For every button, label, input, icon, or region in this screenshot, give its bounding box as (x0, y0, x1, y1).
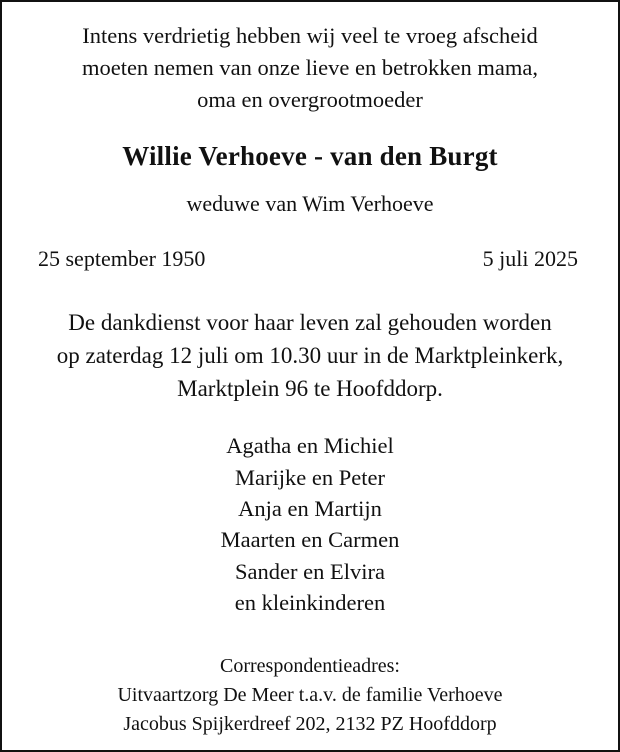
correspondence-line-1: Uitvaartzorg De Meer t.a.v. de familie Verhoeve (117, 684, 503, 706)
family-line-5: Sander en Elvira (235, 559, 385, 584)
family-line-3: Anja en Martijn (238, 496, 382, 521)
family-line-4: Maarten en Carmen (220, 527, 400, 552)
intro-line-2: moeten nemen van onze lieve en betrokken mama, (81, 55, 539, 80)
correspondence-heading: Correspondentieadres: (220, 655, 400, 677)
service-line-2: op zaterdag 12 juli om 10.30 uur in de Marktpleinkerk, (56, 343, 564, 368)
family-line-6: en kleinkinderen (234, 590, 386, 615)
intro-line-1: Intens verdrietig hebben wij veel te vroeg afscheid (82, 23, 538, 48)
service-line-1: De dankdienst voor haar leven zal gehouden worden (68, 310, 552, 335)
family-line-1: Agatha en Michiel (226, 433, 394, 458)
widow-line: weduwe van Wim Verhoeve (186, 191, 434, 216)
intro-line-3: oma en overgrootmoeder (197, 87, 423, 112)
deceased-name: Willie Verhoeve - van den Burgt (122, 141, 498, 171)
service-line-3: Marktplein 96 te Hoofddorp. (177, 376, 443, 401)
family-line-2: Marijke en Peter (235, 465, 385, 490)
death-date: 5 juli 2025 (482, 246, 578, 271)
correspondence-line-2: Jacobus Spijkerdreef 202, 2132 PZ Hoofddorp (123, 713, 497, 735)
birth-date: 25 september 1950 (38, 246, 206, 271)
